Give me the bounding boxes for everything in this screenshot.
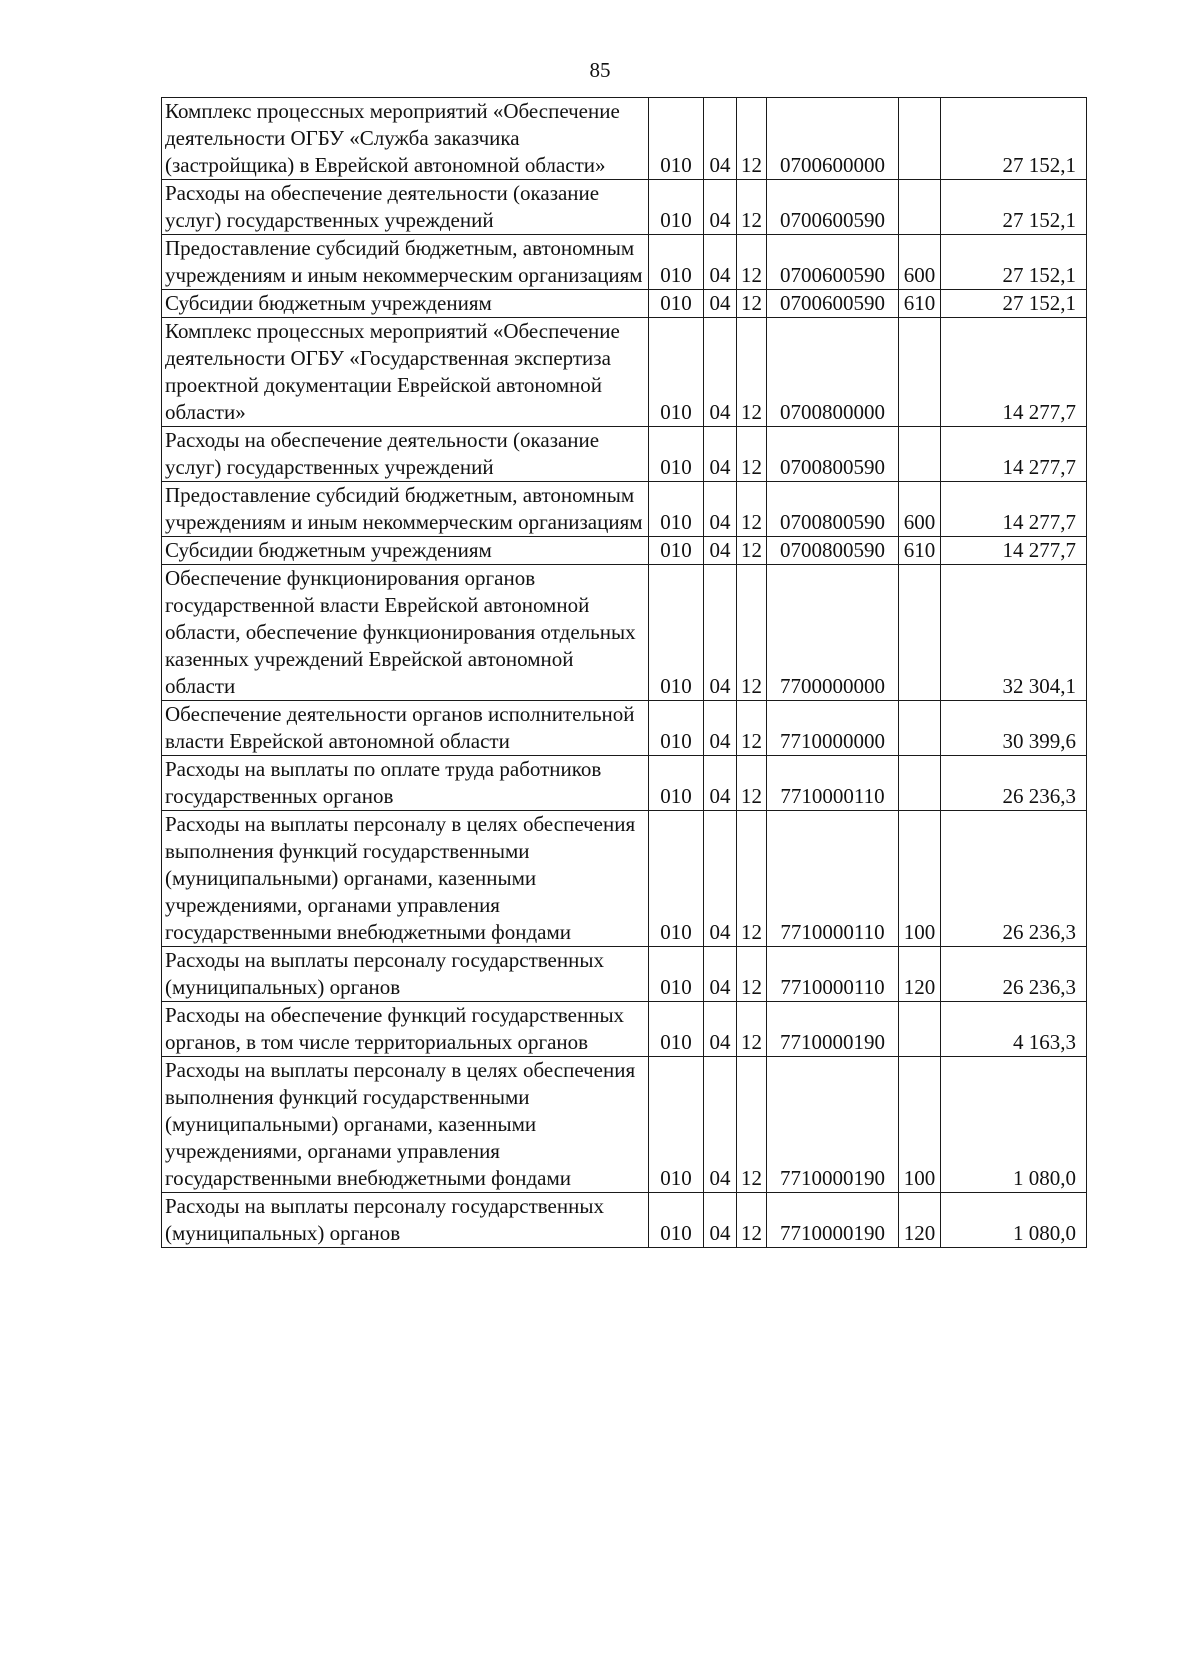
amount-cell: 14 277,7: [941, 318, 1087, 427]
section-code-cell: 04: [704, 537, 737, 565]
expense-name-cell: Обеспечение функционирования органов государственной власти Еврейской автономной области, обеспечение функционирования отдельных казенных учреждений Еврейской автономной области: [162, 565, 649, 701]
target-article-cell: 0700600590: [767, 180, 899, 235]
expense-type-cell: [899, 1002, 941, 1057]
ministry-code-cell: 010: [649, 318, 704, 427]
ministry-code-cell: 010: [649, 180, 704, 235]
ministry-code-cell: 010: [649, 1057, 704, 1193]
ministry-code-cell: 010: [649, 1193, 704, 1248]
target-article-cell: 0700600590: [767, 290, 899, 318]
table-row: [162, 98, 1087, 180]
target-article-cell: 0700600000: [767, 98, 899, 180]
ministry-code-cell: 010: [649, 565, 704, 701]
ministry-code-cell: 010: [649, 1002, 704, 1057]
section-code-cell: 04: [704, 290, 737, 318]
amount-cell: 14 277,7: [941, 427, 1087, 482]
expense-type-cell: 600: [899, 482, 941, 537]
ministry-code-cell: 010: [649, 482, 704, 537]
expense-name-cell: Расходы на выплаты персоналу государственных (муниципальных) органов: [162, 947, 649, 1002]
amount-cell: 1 080,0: [941, 1057, 1087, 1193]
expense-type-cell: [899, 98, 941, 180]
subsection-code-cell: 12: [737, 482, 767, 537]
target-article-cell: 0700800590: [767, 482, 899, 537]
subsection-code-cell: 12: [737, 290, 767, 318]
table-row: [162, 482, 1087, 537]
section-code-cell: 04: [704, 427, 737, 482]
section-code-cell: 04: [704, 1057, 737, 1193]
ministry-code-cell: 010: [649, 290, 704, 318]
amount-cell: 27 152,1: [941, 235, 1087, 290]
table-row: [162, 1057, 1087, 1193]
expense-name-cell: Комплекс процессных мероприятий «Обеспечение деятельности ОГБУ «Государственная экспертиза проектной документации Еврейской автономной области»: [162, 318, 649, 427]
section-code-cell: 04: [704, 235, 737, 290]
table-row: [162, 1193, 1087, 1248]
target-article-cell: 7710000190: [767, 1193, 899, 1248]
subsection-code-cell: 12: [737, 1193, 767, 1248]
subsection-code-cell: 12: [737, 811, 767, 947]
subsection-code-cell: 12: [737, 180, 767, 235]
subsection-code-cell: 12: [737, 235, 767, 290]
section-code-cell: 04: [704, 180, 737, 235]
subsection-code-cell: 12: [737, 756, 767, 811]
page-number: 85: [589, 58, 611, 82]
subsection-code-cell: 12: [737, 318, 767, 427]
table-row: [162, 290, 1087, 318]
table-row: [162, 537, 1087, 565]
expense-type-cell: 600: [899, 235, 941, 290]
table-row: [162, 947, 1087, 1002]
budget-table: [161, 97, 1087, 1248]
target-article-cell: 7710000110: [767, 947, 899, 1002]
section-code-cell: 04: [704, 947, 737, 1002]
expense-name-cell: Расходы на обеспечение функций государственных органов, в том числе территориальных органов: [162, 1002, 649, 1057]
expense-name-cell: Комплекс процессных мероприятий «Обеспечение деятельности ОГБУ «Служба заказчика (застройщика) в Еврейской автономной области»: [162, 98, 649, 180]
ministry-code-cell: 010: [649, 537, 704, 565]
expense-type-cell: 610: [899, 290, 941, 318]
subsection-code-cell: 12: [737, 565, 767, 701]
expense-name-cell: Субсидии бюджетным учреждениям: [162, 537, 649, 565]
expense-name-cell: Расходы на обеспечение деятельности (оказание услуг) государственных учреждений: [162, 180, 649, 235]
expense-type-cell: 100: [899, 811, 941, 947]
table-body: [162, 98, 1087, 1248]
expense-name-cell: Расходы на обеспечение деятельности (оказание услуг) государственных учреждений: [162, 427, 649, 482]
amount-cell: 14 277,7: [941, 482, 1087, 537]
expense-type-cell: [899, 701, 941, 756]
target-article-cell: 0700800590: [767, 427, 899, 482]
target-article-cell: 7710000000: [767, 701, 899, 756]
section-code-cell: 04: [704, 318, 737, 427]
amount-cell: 27 152,1: [941, 98, 1087, 180]
ministry-code-cell: 010: [649, 701, 704, 756]
expense-type-cell: 100: [899, 1057, 941, 1193]
table-row: [162, 427, 1087, 482]
table-row: [162, 701, 1087, 756]
expense-type-cell: 120: [899, 1193, 941, 1248]
ministry-code-cell: 010: [649, 756, 704, 811]
expense-name-cell: Обеспечение деятельности органов исполнительной власти Еврейской автономной области: [162, 701, 649, 756]
table-row: [162, 756, 1087, 811]
subsection-code-cell: 12: [737, 537, 767, 565]
ministry-code-cell: 010: [649, 235, 704, 290]
expense-name-cell: Расходы на выплаты персоналу в целях обеспечения выполнения функций государственными (муниципальными) органами, казенными учреждениями, органами управления государственными внебюджетными фондами: [162, 811, 649, 947]
subsection-code-cell: 12: [737, 427, 767, 482]
ministry-code-cell: 010: [649, 427, 704, 482]
amount-cell: 26 236,3: [941, 756, 1087, 811]
amount-cell: 27 152,1: [941, 290, 1087, 318]
expense-type-cell: 610: [899, 537, 941, 565]
target-article-cell: 7710000110: [767, 756, 899, 811]
expense-name-cell: Предоставление субсидий бюджетным, автономным учреждениям и иным некоммерческим организациям: [162, 235, 649, 290]
target-article-cell: 0700800590: [767, 537, 899, 565]
target-article-cell: 0700800000: [767, 318, 899, 427]
subsection-code-cell: 12: [737, 1002, 767, 1057]
section-code-cell: 04: [704, 701, 737, 756]
target-article-cell: 7710000190: [767, 1002, 899, 1057]
section-code-cell: 04: [704, 1002, 737, 1057]
subsection-code-cell: 12: [737, 701, 767, 756]
expense-name-cell: Предоставление субсидий бюджетным, автономным учреждениям и иным некоммерческим организациям: [162, 482, 649, 537]
amount-cell: 27 152,1: [941, 180, 1087, 235]
ministry-code-cell: 010: [649, 947, 704, 1002]
table-row: [162, 318, 1087, 427]
amount-cell: 26 236,3: [941, 947, 1087, 1002]
target-article-cell: 7700000000: [767, 565, 899, 701]
subsection-code-cell: 12: [737, 1057, 767, 1193]
target-article-cell: 7710000110: [767, 811, 899, 947]
expense-name-cell: Расходы на выплаты персоналу в целях обеспечения выполнения функций государственными (муниципальными) органами, казенными учреждениями, органами управления государственными внебюджетными фондами: [162, 1057, 649, 1193]
expense-type-cell: [899, 427, 941, 482]
expense-type-cell: [899, 565, 941, 701]
amount-cell: 32 304,1: [941, 565, 1087, 701]
amount-cell: 26 236,3: [941, 811, 1087, 947]
section-code-cell: 04: [704, 756, 737, 811]
amount-cell: 30 399,6: [941, 701, 1087, 756]
expense-type-cell: [899, 180, 941, 235]
ministry-code-cell: 010: [649, 811, 704, 947]
section-code-cell: 04: [704, 565, 737, 701]
subsection-code-cell: 12: [737, 947, 767, 1002]
section-code-cell: 04: [704, 811, 737, 947]
expense-name-cell: Субсидии бюджетным учреждениям: [162, 290, 649, 318]
expense-type-cell: [899, 318, 941, 427]
ministry-code-cell: 010: [649, 98, 704, 180]
amount-cell: 1 080,0: [941, 1193, 1087, 1248]
amount-cell: 14 277,7: [941, 537, 1087, 565]
table-row: [162, 565, 1087, 701]
target-article-cell: 7710000190: [767, 1057, 899, 1193]
table-row: [162, 235, 1087, 290]
expense-name-cell: Расходы на выплаты по оплате труда работников государственных органов: [162, 756, 649, 811]
section-code-cell: 04: [704, 482, 737, 537]
table-row: [162, 180, 1087, 235]
expense-type-cell: [899, 756, 941, 811]
table-row: [162, 1002, 1087, 1057]
expense-type-cell: 120: [899, 947, 941, 1002]
expense-name-cell: Расходы на выплаты персоналу государственных (муниципальных) органов: [162, 1193, 649, 1248]
table-row: [162, 811, 1087, 947]
subsection-code-cell: 12: [737, 98, 767, 180]
section-code-cell: 04: [704, 1193, 737, 1248]
section-code-cell: 04: [704, 98, 737, 180]
amount-cell: 4 163,3: [941, 1002, 1087, 1057]
target-article-cell: 0700600590: [767, 235, 899, 290]
